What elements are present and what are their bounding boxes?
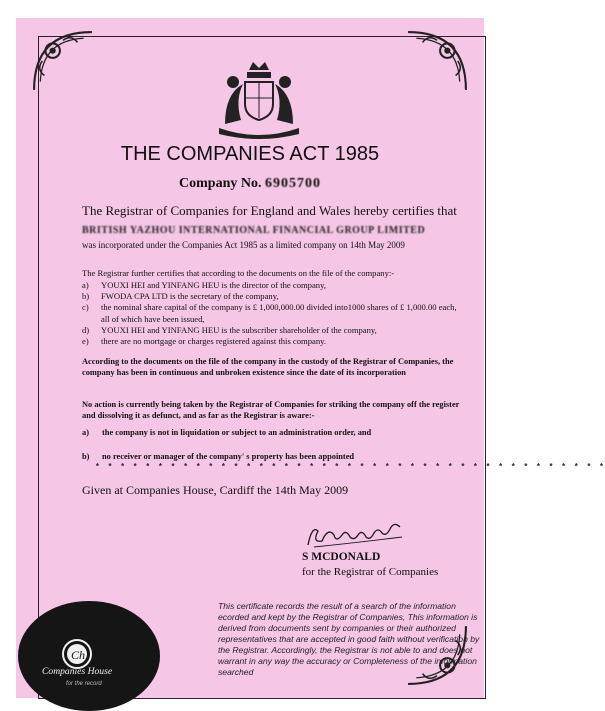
- list-item: a) YOUXI HEI and YINFANG HEU is the director of the company,: [82, 280, 326, 290]
- signer-name: S MCDONALD: [302, 551, 381, 563]
- certifies-statement: The Registrar of Companies for England and Wales hereby certifies that: [82, 203, 457, 218]
- ornament-corner-top-right: [406, 30, 468, 92]
- seal-name: Companies House: [42, 666, 113, 677]
- given-at-statement: Given at Companies House, Cardiff the 14th May 2009: [82, 483, 349, 497]
- company-name: BRITISH YAZHOU INTERNATIONAL FINANCIAL GROUP LIMITED: [82, 225, 426, 236]
- incorporation-statement: was incorporated under the Companies Act 1985 as a limited company on 14th May 2009: [82, 240, 405, 250]
- list-item: d) YOUXI HEI and YINFANG HEU is the subscriber shareholder of the company,: [82, 324, 377, 335]
- condition-a: a) the company is not in liquidation or subject to an administration order, and: [82, 428, 372, 437]
- list-item: b) FWODA CPA LTD is the secretary of the company,: [82, 291, 279, 302]
- act-title: THE COMPANIES ACT 1985: [120, 143, 380, 165]
- list-item: c) the nominal share capital of the company is £ 1,000,000.00 divided into1000 shares of £ 1,000.00 each,: [82, 302, 457, 313]
- seal-tagline: for the record: [66, 681, 102, 687]
- list-item-continued: all of which have been issued,: [101, 313, 205, 324]
- royal-coat-of-arms-icon: [209, 58, 309, 140]
- disclaimer-text: This certificate records the result of a search of the information ecorded and kept by the Registrar of Companies, This information is derived from documents sent by companies or their authorized representatives that are accepted in good faith without verification by the Registrar. Accordingly, the Registrar is not able to and does not warrant in any way the accuracy or Completeness of the information searched: [218, 601, 480, 677]
- asterisk-divider: * * * * * * * * * * * * * * * * * * * * * * * * * * * * * * * * * * * * * * * * *: [95, 463, 605, 472]
- certified-items-list: [82, 280, 482, 347]
- signature: [304, 523, 406, 551]
- condition-b: b) no receiver or manager of the company' s property has been appointed: [82, 452, 355, 461]
- signer-role: for the Registrar of Companies: [302, 566, 439, 578]
- svg-text:Ch: Ch: [71, 648, 86, 662]
- further-certifies: The Registrar further certifies that according to the documents on the file of the company:-: [82, 268, 395, 278]
- no-action-statement: No action is currently being taken by the Registrar of Companies for striking the company off the register and dissolving it as defunct, and as far as the Registrar is aware:-: [82, 400, 460, 420]
- ornament-corner-top-left: [32, 30, 94, 92]
- certificate-page: [16, 18, 605, 698]
- company-number: [16, 176, 484, 192]
- existence-statement: According to the documents on the file of the company in the custody of the Registrar of Companies, the company has been in continuous and unbroken existence since the date of its incorporation: [82, 357, 454, 377]
- company-number-value: 6905700: [264, 176, 321, 191]
- company-number-label: Company No.: [179, 176, 262, 191]
- list-item: e) there are no mortgage or charges registered against this company.: [82, 336, 327, 347]
